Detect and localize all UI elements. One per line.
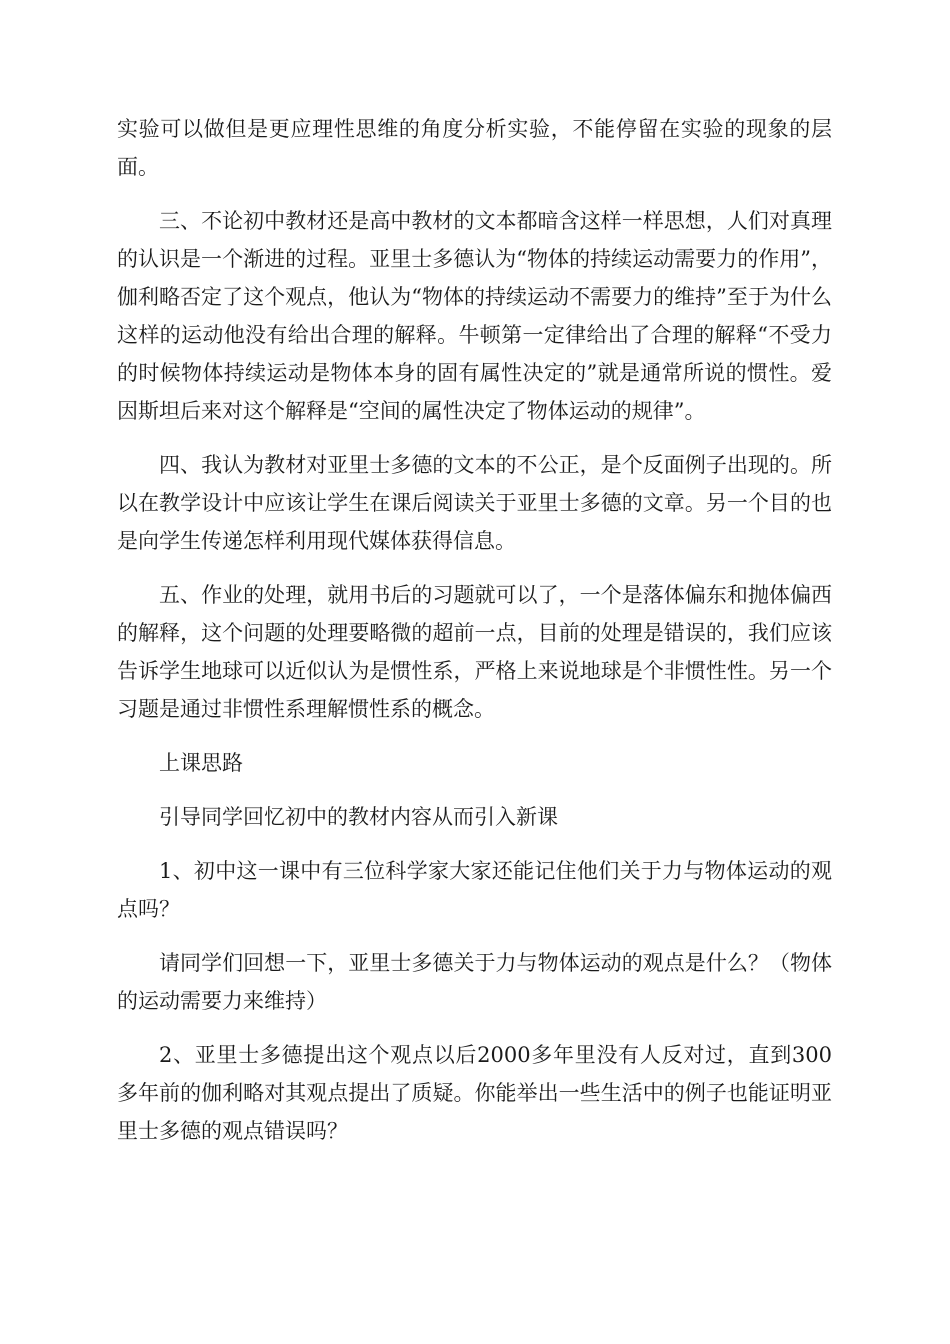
paragraph-continuation: 实验可以做但是更应理性思维的角度分析实验，不能停留在实验的现象的层面。 (117, 117, 832, 179)
paragraph-point-five: 五、作业的处理，就用书后的习题就可以了，一个是落体偏东和抛体偏西的解释，这个问题的处理要略微的超前一点，目前的处理是错误的，我们应该告诉学生地球可以近似认为是惯性系，严格上来说地球是个非惯性性。另一个习题是通过非惯性系理解惯性系的概念。 (117, 583, 832, 721)
paragraph-introduction: 引导同学回忆初中的教材内容从而引入新课 (159, 805, 558, 829)
document-page (117, 110, 832, 1150)
paragraph-point-four: 四、我认为教材对亚里士多德的文本的不公正，是个反面例子出现的。所以在教学设计中应该让学生在课后阅读关于亚里士多德的文章。另一个目的也是向学生传递怎样利用现代媒体获得信息。 (117, 453, 832, 553)
paragraph-question-one: 1、初中这一课中有三位科学家大家还能记住他们关于力与物体运动的观点吗？ (117, 859, 832, 921)
paragraph-point-three: 三、不论初中教材还是高中教材的文本都暗含这样一样思想，人们对真理的认识是一个渐进的过程。亚里士多德认为“物体的持续运动需要力的作用”，伽利略否定了这个观点，他认为“物体的持续运动不需要力的维持”至于为什么这样的运动他没有给出合理的解释。牛顿第一定律给出了合理的解释“不受力的时候物体持续运动是物体本身的固有属性决定的”就是通常所说的惯性。爱因斯坦后来对这个解释是“空间的属性决定了物体运动的规律”。 (117, 209, 832, 423)
section-heading-lesson-plan: 上课思路 (159, 751, 243, 775)
paragraph-question-two: 2、亚里士多德提出这个观点以后2000多年里没有人反对过，直到300多年前的伽利略对其观点提出了质疑。你能举出一些生活中的例子也能证明亚里士多德的观点错误吗？ (117, 1043, 832, 1143)
paragraph-recall-prompt: 请同学们回想一下，亚里士多德关于力与物体运动的观点是什么？（物体的运动需要力来维持） (117, 951, 832, 1013)
